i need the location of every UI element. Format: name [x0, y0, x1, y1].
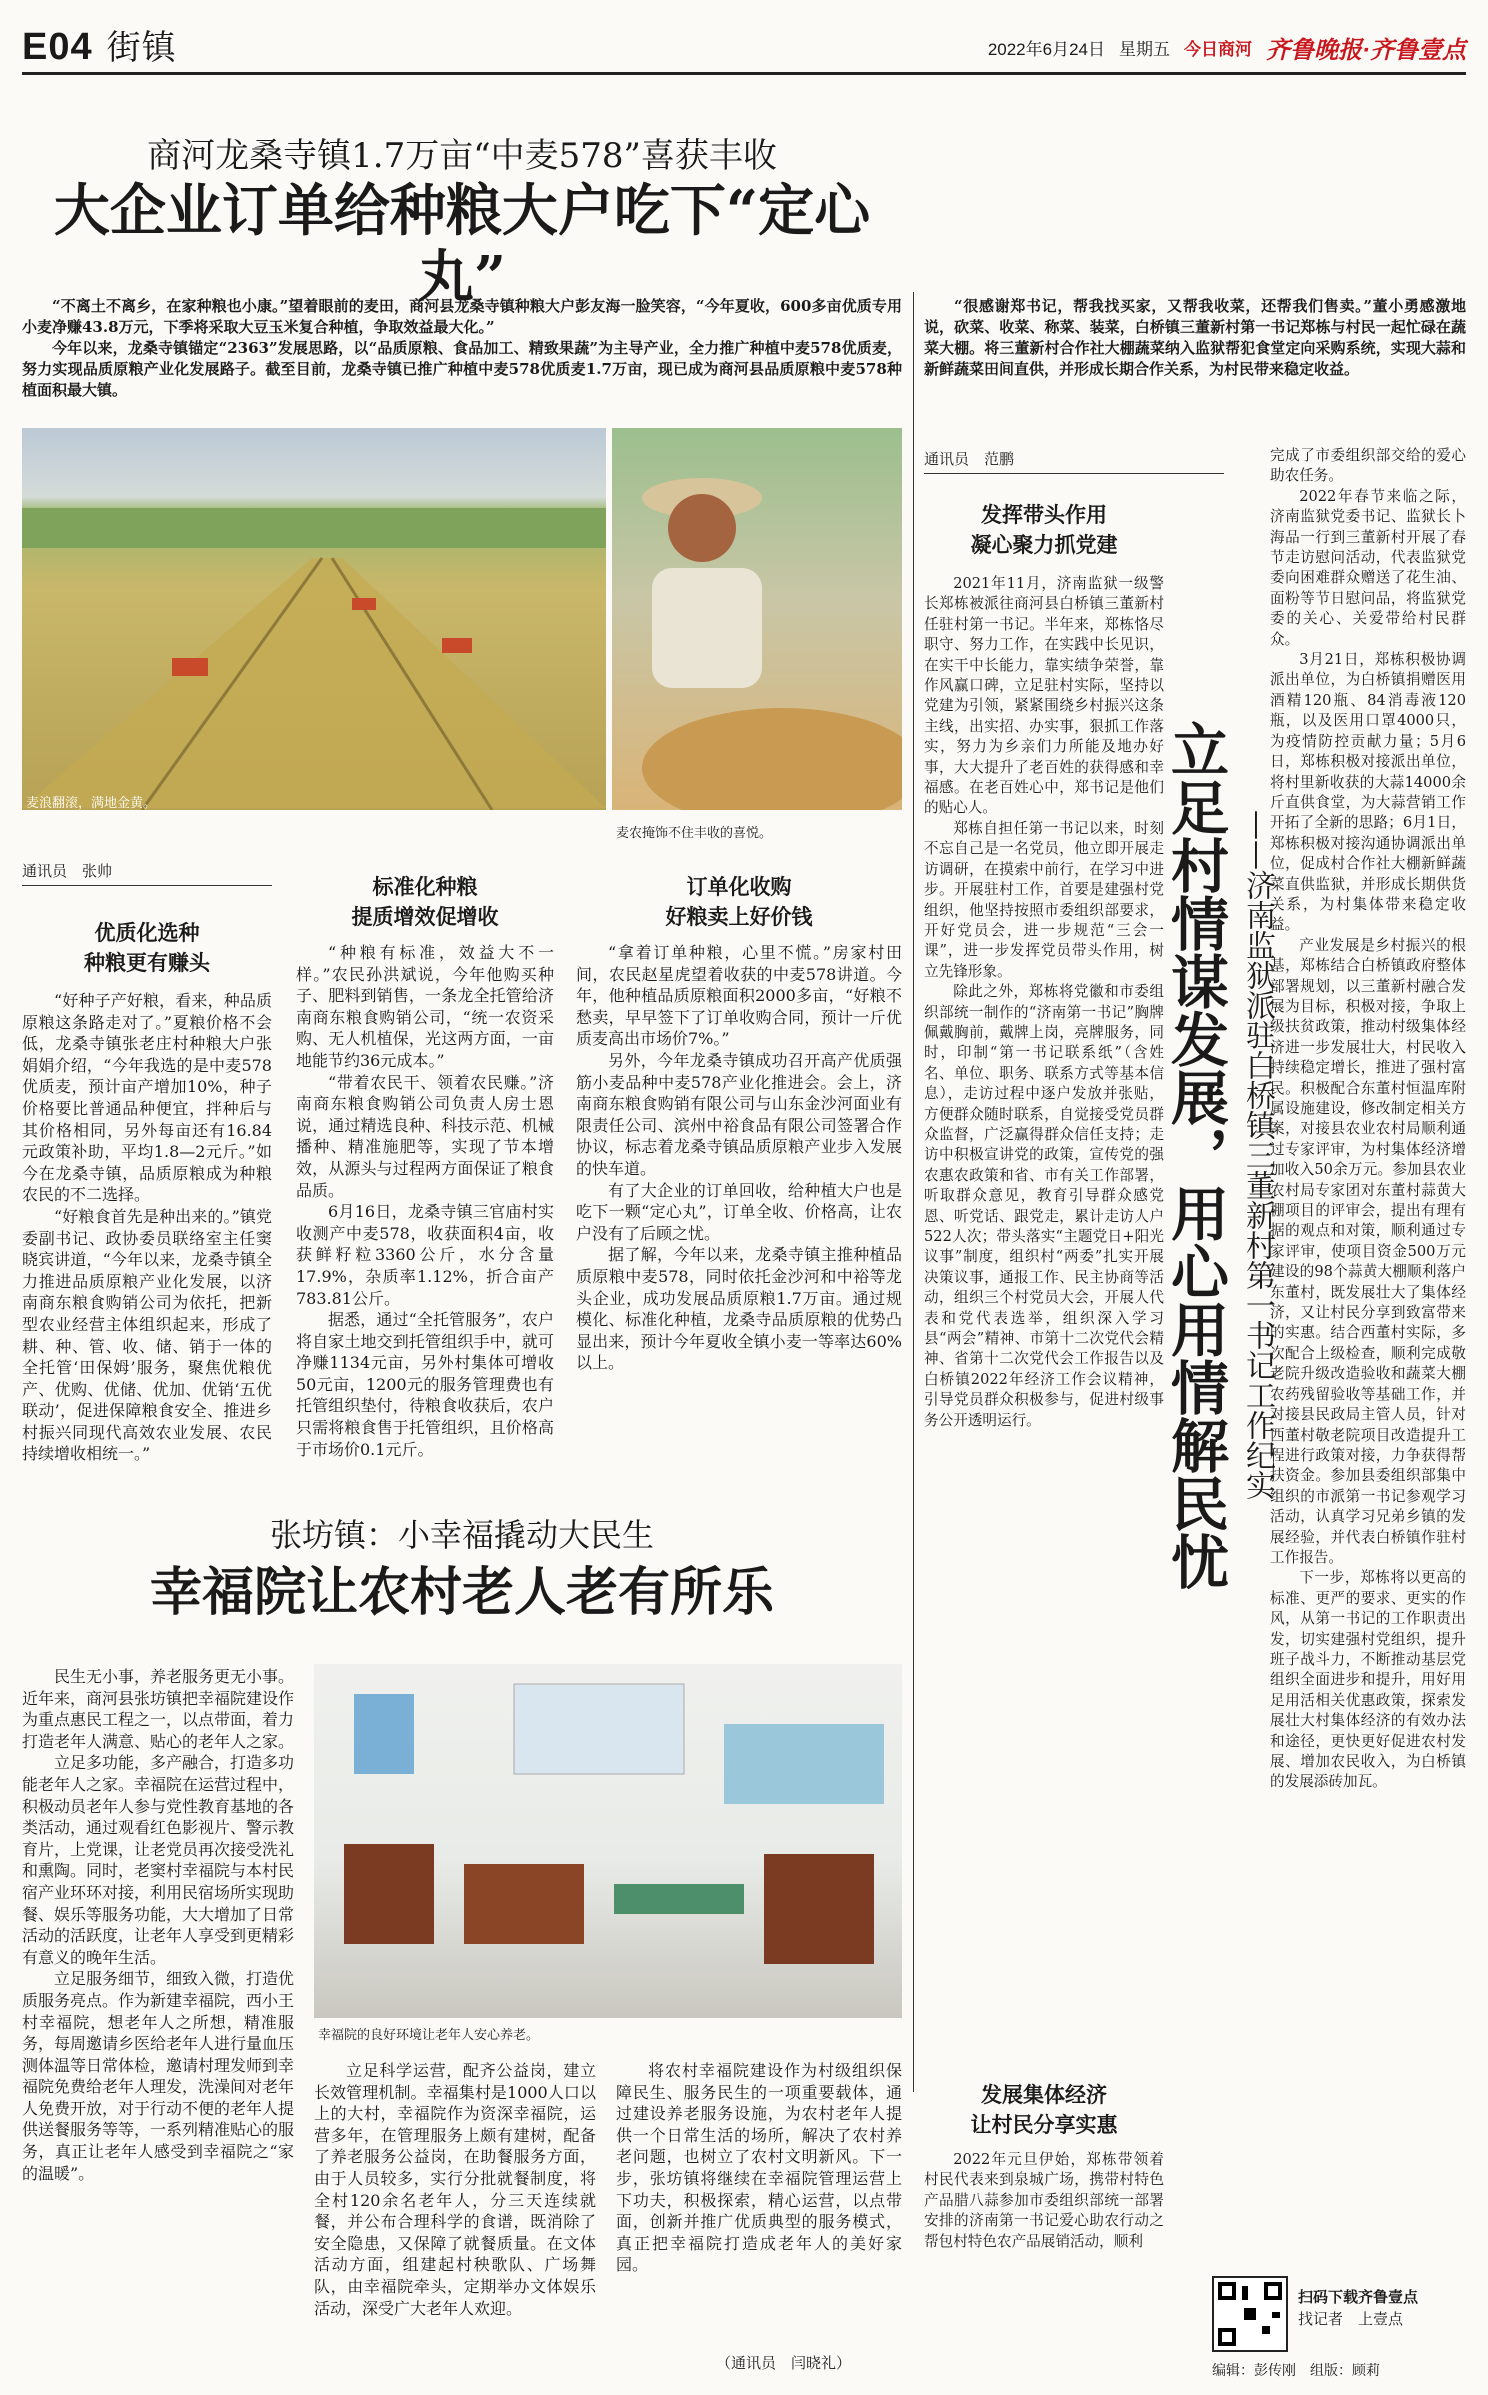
- wheat-field-photo: [22, 428, 606, 810]
- story1-headline: 大企业订单给种粮大户吃下“定心丸”: [53, 178, 871, 310]
- story2-byline: （通讯员 闫晓礼）: [716, 2354, 852, 2372]
- story1-lead: “不离土不离乡，在家种粮也小康。”望着眼前的麦田，商河县龙桑寺镇种粮大户彭友海一脸笑容，“今年夏收，600多亩优质专用小麦净赚43.8万元，下季将采取大豆玉米复合种植，争取效益最大化。” 今年以来，龙桑寺镇锚定“2363”发展思路，以“品质原粮、食品加工、精致果蔬”为主导产业，全力推广种植中麦578优质麦，努力实现品质原粮产业化发展路子。截至目前，龙桑寺镇已推广种植中麦578优质麦1.7万亩，现已成为商河县品质原粮中麦578种植面积最大镇。: [22, 297, 902, 399]
- story2-mid-text: 立足科学运营，配齐公益岗，建立长效管理机制。幸福集村是1000人口以上的大村，幸福院作为资深幸福院，运营多年，在管理服务上颇有建树，配备了养老服务公益岗，在助餐服务方面，由于人员较多，实行分批就餐制度，将全村120余名老年人，分三天连续就餐，并公布合理科学的食谱，既消除了安全隐患，又保障了就餐质量。在文体活动方面，组建起村秧歌队、广场舞队，由幸福院牵头，定期举办文体娱乐活动，深受广大老年人欢迎。: [314, 2061, 596, 2318]
- story3-vertical-title: 立足村情谋发展，用心用情解民忧: [1161, 720, 1229, 1590]
- story3-vertical-sub: ——济南监狱派驻白桥镇三董新村第一书记工作纪实: [1240, 810, 1275, 1500]
- page-number: E04 街镇: [22, 26, 177, 68]
- story1-col3-text: “拿着订单种粮，心里不慌。”房家村田间，农民赵星虎望着收获的中麦578讲道。今年，他种植品质原粮面积2000多亩，“好粮不愁卖，早早签下了订单收购合同，预计一斤优质麦高出市场价7%。” 另外，今年龙桑寺镇成功召开高产优质强筋小麦品种中麦578产业化推进会。会上，济南商东粮食购销有限公司与山东金沙河面业有限责任公司、滨州中裕食品有限公司签署合作协议，标志着龙桑寺镇品质原粮产业步入发展的快车道。 有了大企业的订单回收，给种植大户也是吃下一颗“定心丸”，订单全收、价格高，让农户没有了后顾之忧。 据了解，今年以来，龙桑寺镇主推种植品质原粮中麦578，同时依托金沙河和中裕等龙头企业，成功发展品质原粮1.7万亩。通过规模化、标准化种植，龙桑寺品质原粮的优势凸显出来，预计今年夏收全镇小麦一等率达60%以上。: [576, 943, 902, 1373]
- story3-byline: 通讯员 范鹏: [924, 448, 1224, 474]
- story3-lead: “很感谢郑书记，帮我找买家，又帮我收菜，还帮我们售卖。”董小勇感激地说，砍菜、收菜、称菜、装菜，白桥镇三董新村第一书记郑栋与村民一起忙碌在蔬菜大棚。将三董新村合作社大棚蔬菜纳入监狱帮犯食堂定向采购系统，实现大蒜和新鲜蔬菜田间直供，并形成长期合作关系，为村民带来稳定收益。: [924, 297, 1466, 378]
- photo1-caption: 麦浪翻滚，满地金黄。: [26, 796, 157, 811]
- story3-sub2: 发展集体经济 让村民分享实惠: [970, 2083, 1118, 2137]
- story2-left-text: 民生无小事，养老服务更无小事。近年来，商河县张坊镇把幸福院建设作为重点惠民工程之一，以点带面，着力打造老年人满意、贴心的老年人之家。 立足多功能，多产融合，打造多功能老年人之家。幸福院在运营过程中，积极动员老年人参与党性教育基地的各类活动，通过观看红色影视片、警示教育片，上党课，让老党员再次接受洗礼和熏陶。同时，老窦村幸福院与本村民宿产业环环对接，利用民宿场所实现助餐、娱乐等服务功能，大大增加了日常活动的活跃度，让老年人享受到更精彩有意义的晚年生活。 立足服务细节，细致入微，打造优质服务亮点。作为新建幸福院，西小王村幸福院，想老年人之所想，精准服务，每周邀请乡医给老年人进行量血压测体温等日常体检，邀请村理发师到幸福院免费给老年人理发，洗澡间对老年人免费开放，对于行动不便的老年人提供送餐服务等等，一系列精准贴心的服务，真正让老年人感受到幸福院之“家的温暖”。: [22, 1667, 295, 2183]
- edition-name: 今日商河: [1184, 40, 1252, 59]
- farmer-scene: [612, 428, 902, 810]
- header-rule: [22, 72, 1466, 75]
- story2-kicker: 张坊镇：小幸福撬动大民生: [269, 1516, 654, 1554]
- qr-caption: 扫码下载齐鲁壹点 找记者 上壹点: [1298, 2288, 1419, 2328]
- issue-date: 2022年6月24日: [987, 40, 1105, 59]
- photo2-caption: 麦农掩饰不住丰收的喜悦。: [616, 826, 773, 841]
- editor-credit: 编辑：彭传刚 组版：顾莉: [1212, 2363, 1380, 2379]
- story2-headline: 幸福院让农村老人老有所乐: [149, 1562, 774, 1623]
- story1-kicker: 商河龙桑寺镇1.7万亩“中麦578”喜获丰收: [147, 136, 777, 176]
- room-scene: [314, 1664, 902, 2018]
- issue-weekday: 星期五: [1119, 40, 1170, 59]
- harvester-scene: [22, 428, 606, 810]
- story3-colA-tail: 2022年元旦伊始，郑栋带领着村民代表来到泉城广场，携带村特色产品腊八蒜参加市委组织部统一部署安排的济南第一书记爱心助农行动之帮包村特色农产品展销活动，顺利: [924, 2151, 1164, 2250]
- story1-col2-text: “种粮有标准，效益大不一样。”农民孙洪斌说，今年他购买种子、肥料到销售，一条龙全托管给济南商东粮食购销公司，“统一农资采购、无人机植保，光这两方面，一亩地能节约36元成本。” “带着农民干、领着农民赚。”济南商东粮食购销公司负责人房士恩说，通过精选良种、科技示范、机械播种、精准施肥等，实现了节本增效，从源头与过程两方面保证了粮食品质。 6月16日，龙桑寺镇三官庙村实收测产中麦578，收获面积4亩，收获鲜籽粒3360公斤，水分含量17.9%，杂质率1.12%，折合亩产783.81公斤。 据悉，通过“全托管服务”，农户将自家土地交到托管组织手中，就可净赚1134元亩，另外村集体可增收50元亩，1200元的服务管理费也有托管组织垫付，待粮食收获后，农户只需将粮食售于托管组织，且价格高于市场价0.1元斤。: [296, 943, 554, 1459]
- story1-col2-title: 标准化种粮 提质增效促增收: [351, 875, 499, 929]
- section-name: 街镇: [106, 29, 177, 67]
- story3-colB-text: 完成了市委组织部交给的爱心助农任务。 2022年春节来临之际，济南监狱党委书记、监狱长卜海品一行到三董新村开展了春节走访慰问活动，代表监狱党委向困难群众赠送了花生油、面粉等节日慰问品，将监狱党委的关心、关爱带给村民群众。 3月21日，郑栋积极协调派出单位，为白桥镇捐赠医用酒精120瓶、84消毒液120瓶，以及医用口罩4000只，为疫情防控贡献力量；5月6日，郑栋积极对接派出单位，将村里新收获的大蒜14000余斤直供食堂，为大蒜营销工作开拓了全新的思路；6月1日，郑栋积极对接沟通协调派出单位，促成村合作社大棚新鲜蔬菜直供监狱，并形成长期供货关系，为村集体带来稳定收益。 产业发展是乡村振兴的根基，郑栋结合白桥镇政府整体部署规划，以三董新村融合发展为目标，积极对接，争取上级扶贫政策，推动村级集体经济进一步发展壮大，村民收入持续稳定增长，推进了强村富民。积极配合东董村恒温库附属设施建设，修改制定相关方案，对接县农业农村局顺利通过专家评审，为村集体经济增加收入50余万元。参加县农业农村局专家团对东董村蒜黄大棚项目的评审会，提出有理有据的观点和对策，顺利通过专家评审，使项目资金500万元建设的98个蒜黄大棚顺利落户东董村，既发展壮大了集体经济，又让村民分享到致富带来的实惠。结合西董村实际，多次配合上级检查，顺利完成敬老院升级改造验收和蔬菜大棚农药残留验收等基础工作，并对接县民政局主管人员，针对西董村敬老院项目改造提升工程进行政策对接，力争获得帮扶资金。参加县委组织部集中组织的市派第一书记参观学习活动，认真学习兄弟乡镇的发展经验，并代表白桥镇作驻村工作报告。 下一步，郑栋将以更高的标准、更严的要求、更实的作风，从第一书记的工作职责出发，切实建强村党组织，提升班子战斗力，不断推动基层党组织全面进步和提升，用好用足用活相关优惠政策，探索发展壮大村集体经济的有效办法和途径，更快更好促进农村发展、增加农民收入，为白桥镇的发展添砖加瓦。: [1270, 447, 1466, 1791]
- story1-byline: 通讯员 张帅: [22, 860, 272, 886]
- story3-sub1: 发挥带头作用 凝心聚力抓党建: [970, 503, 1118, 557]
- qr-icon: [1214, 2278, 1286, 2350]
- column-divider: [913, 292, 914, 2092]
- story2-right-text: 将农村幸福院建设作为村级组织保障民生、服务民生的一项重要载体，通过建设养老服务设施，为农村老年人提供一个日常生活的场所，解决了农村养老问题，也树立了农村文明新风。下一步，张坊镇将继续在幸福院管理运营上下功夫，积极探索，精心运营，以点带面，创新并推广优质典型的服务模式，真正把幸福院打造成老年人的美好家园。: [616, 2061, 902, 2275]
- story3-colA-text: 2021年11月，济南监狱一级警长郑栋被派往商河县白桥镇三董新村任驻村第一书记。半年来，郑栋恪尽职守、努力工作，在实践中长见识，在实干中长能力，靠实绩争荣誉，靠作风赢口碑，立足驻村实际，坚持以党建为引领，紧紧围绕乡村振兴这条主线，出实招、办实事，狠抓工作落实，努力为乡亲们力所能及地办好事，大大提升了老百姓的获得感和幸福感。在老百姓心中，郑书记是他们的贴心人。 郑栋自担任第一书记以来，时刻不忘自己是一名党员，他立即开展走访调研，在摸索中前行，在学习中进步。开展驻村工作，首要是建强村党组织，他坚持按照市委组织部要求，开好党员会，进一步规范“三会一课”，进一步发挥党员带头作用，树立先锋形象。 除此之外，郑栋将党徽和市委组织部统一制作的“济南第一书记”胸牌佩戴胸前，戴牌上岗，亮牌服务，同时，印制“第一书记联系纸”（含姓名、单位、职务、联系方式等基本信息），走访过程中逐户发放并张贴，方便群众随时联系，自觉接受党员群众监督，广泛赢得群众信任支持；走访中积极宣讲党的政策，宣传党的强农惠农政策和省、市有关工作部署，听取群众意见，教育引导群众感党恩、听党话、跟党走，累计走访人户522人次；带头落实“主题党日+阳光议事”制度，组织村“两委”扎实开展决策议事，通报工作、民主协商等活动，组织三个村党员大会，开展人代表和党代表选举，组织深入学习县“两会”精神、市第十二次党代会精神、省第十二次党代会工作报告以及白桥镇2022年经济工作会议精神，引导党员群众积极参与，促进村级事务公开透明运行。: [924, 575, 1164, 1429]
- nursing-home-photo: [314, 1664, 902, 2018]
- story1-col3-title: 订单化收购 好粮卖上好价钱: [665, 875, 813, 929]
- story1-col1-text: “好种子产好粮，看来，种品质原粮这条路走对了。”夏粮价格不会低，龙桑寺镇张老庄村种粮大户张娟娟介绍，“今年我选的是中麦578优质麦，预计亩产增加10%，种子价格要比普通品种便宜，拌种后与其价格相同，另外每亩还有16.84元政策补助，平均1.8—2元斤。”如今在龙桑寺镇，品质原粮成为种粮农民的不二选择。 “好粮食首先是种出来的。”镇党委副书记、政协委员联络室主任窦晓宾讲道，“今年以来，龙桑寺镇全力推进品质原粮产业化发展，以济南商东粮食购销公司为依托，把新型农业经营主体组织起来，形成了耕、种、管、收、储、销于一体的全托管‘田保姆’服务，聚焦优粮优产、优购、优储、优加、优销‘五优联动’，促进保障粮食安全、推进乡村振兴同现代高效农业发展、农民持续增收相统一。”: [22, 991, 272, 1464]
- farmer-photo: [612, 428, 902, 810]
- qr-code[interactable]: [1212, 2276, 1288, 2352]
- brand-logo: 齐鲁晚报·齐鲁壹点: [1266, 37, 1466, 64]
- story1-col1-title: 优质化选种 种粮更有赚头: [84, 921, 210, 975]
- story2-photo-caption: 幸福院的良好环境让老年人安心养老。: [318, 2028, 540, 2043]
- masthead-info: [988, 30, 1466, 65]
